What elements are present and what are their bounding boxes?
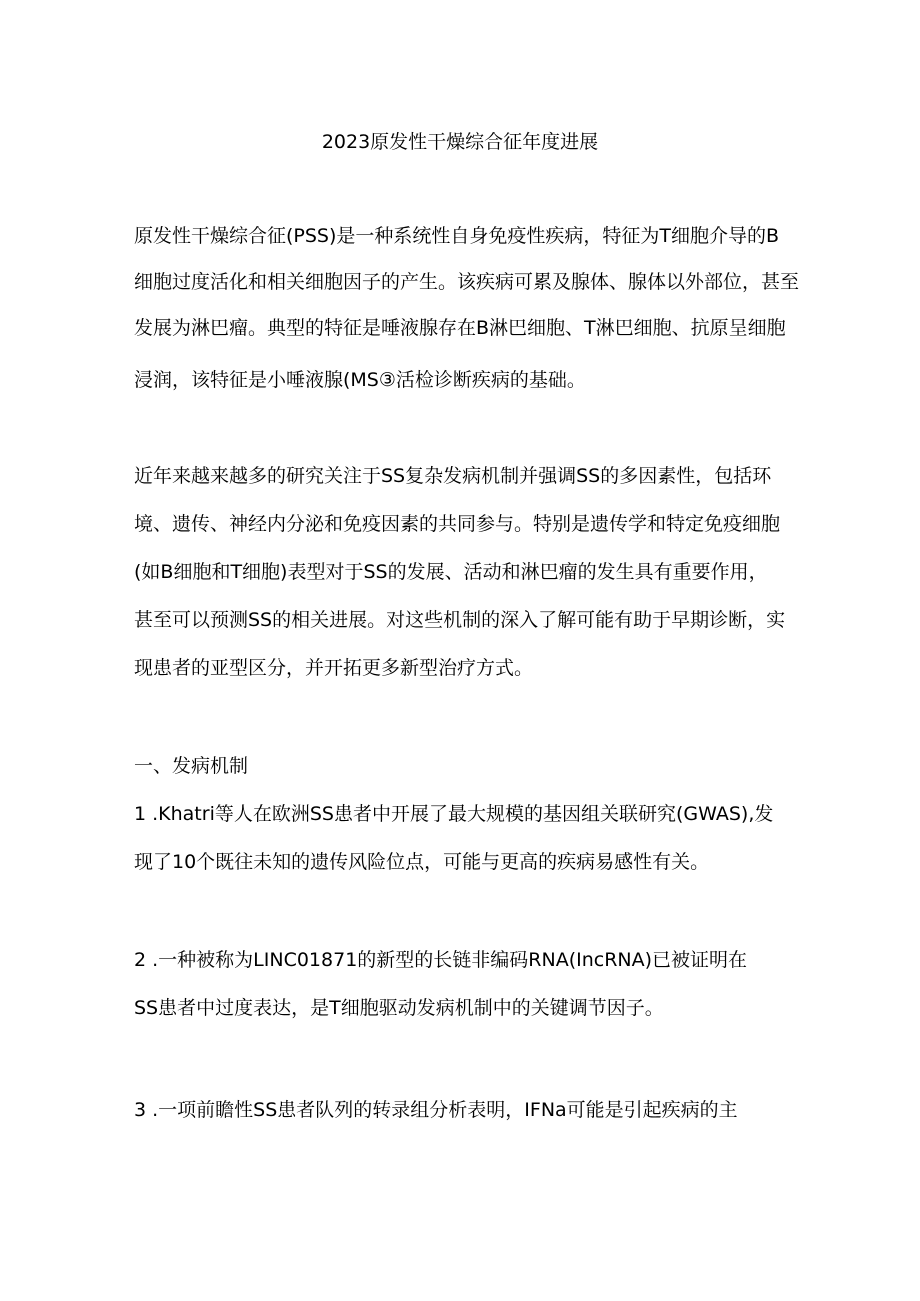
section-heading: 一、发病机制 (134, 755, 249, 777)
paragraph-2-line: 现患者的亚型区分，并开拓更多新型治疗方式。 (134, 657, 534, 679)
paragraph-1-line: 浸润，该特征是小唾液腺(MS③活检诊断疾病的基础。 (134, 369, 586, 391)
paragraph-2-line: 近年来越来越多的研究关注于SS复杂发病机制并强调SS的多因素性，包括环 (134, 465, 772, 487)
list-item-2-line: 2 .一种被称为LINC01871的新型的长链非编码RNA(IncRNA)已被证明在 (134, 949, 748, 971)
paragraph-1-line: 原发性干燥综合征(PSS)是一种系统性自身免疫性疾病，特征为T细胞介导的B (134, 225, 780, 247)
paragraph-1-line: 发展为淋巴瘤。典型的特征是唾液腺存在B淋巴细胞、T淋巴细胞、抗原呈细胞 (134, 317, 786, 339)
paragraph-2-line: 境、遗传、神经内分泌和免疫因素的共同参与。特别是遗传学和特定免疫细胞 (134, 513, 781, 535)
paragraph-1-line: 细胞过度活化和相关细胞因子的产生。该疾病可累及腺体、腺体以外部位，甚至 (134, 271, 800, 293)
list-item-3-line: 3 .一项前瞻性SS患者队列的转录组分析表明，IFNa可能是引起疾病的主 (134, 1099, 738, 1121)
list-item-1-line: 现了10个既往未知的遗传风险位点，可能与更高的疾病易感性有关。 (134, 851, 710, 873)
list-item-1-line: 1 .Khatri等人在欧洲SS患者中开展了最大规模的基因组关联研究(GWAS),发 (134, 803, 774, 825)
list-item-2-line: SS患者中过度表达，是T细胞驱动发病机制中的关键调节因子。 (134, 997, 664, 1019)
paragraph-2-line: 甚至可以预测SS的相关进展。对这些机制的深入了解可能有助于早期诊断，实 (134, 609, 786, 631)
paragraph-2-line: (如B细胞和T细胞)表型对于SS的发展、活动和淋巴瘤的发生具有重要作用， (134, 561, 768, 583)
document-title: 2023原发性干燥综合征年度进展 (321, 131, 599, 153)
